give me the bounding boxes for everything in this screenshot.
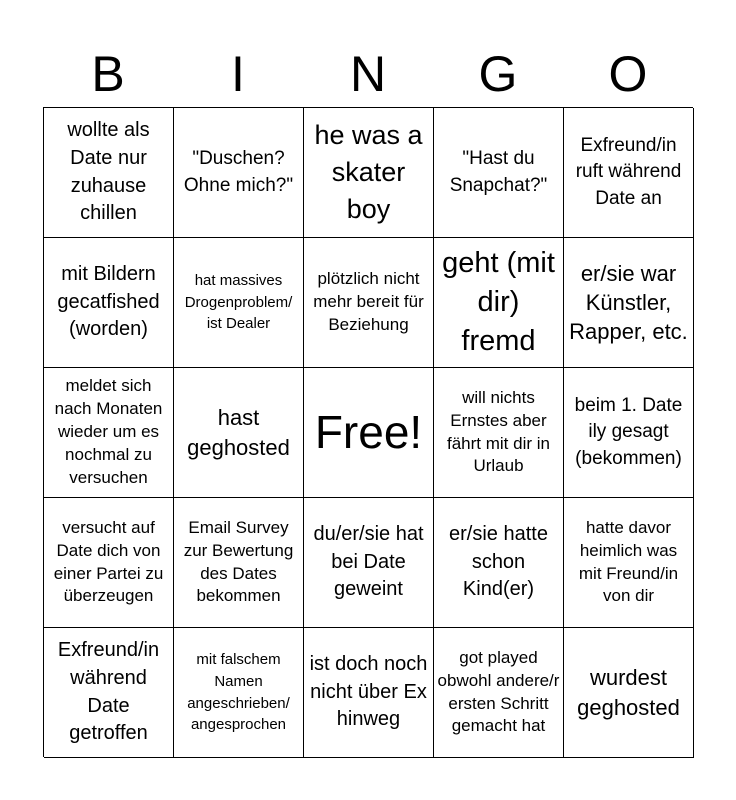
cell-text: Email Survey zur Bewertung des Dates bekommen: [183, 517, 294, 606]
bingo-cell[interactable]: [564, 368, 694, 498]
header-letter-g: G: [478, 46, 518, 102]
bingo-cell[interactable]: [304, 628, 434, 758]
bingo-cell[interactable]: [304, 108, 434, 238]
header-letter-o: O: [608, 46, 648, 102]
cell-text: hatte davor heimlich was mit Freund/in von dir: [578, 517, 679, 606]
cell-text: mit Bildern gecatfished (worden): [57, 263, 160, 341]
cell-text: "Duschen? Ohne mich?": [183, 147, 294, 196]
bingo-cell[interactable]: [44, 238, 174, 368]
cell-text: wurdest geghosted: [577, 665, 680, 720]
bingo-cell[interactable]: [564, 238, 694, 368]
cell-text: hat massives Drogenproblem/ ist Dealer: [184, 271, 293, 333]
cell-text: geht (mit dir) fremd: [442, 246, 555, 358]
cell-text: er/sie hatte schon Kind(er): [449, 523, 548, 601]
header-letter-n: N: [349, 46, 387, 102]
bingo-cell[interactable]: [434, 498, 564, 628]
bingo-cell[interactable]: [174, 238, 304, 368]
bingo-cell[interactable]: [174, 368, 304, 498]
bingo-cell[interactable]: [174, 108, 304, 238]
bingo-cell[interactable]: [434, 238, 564, 368]
bingo-cell[interactable]: [44, 368, 174, 498]
cell-text: will nichts Ernstes aber fährt mit dir in Urlaub: [447, 387, 550, 476]
cell-text: Exfreund/in während Date getroffen: [57, 639, 160, 745]
cell-text: wollte als Date nur zuhause chillen: [67, 119, 150, 225]
free-cell[interactable]: [304, 368, 434, 498]
cell-text: he was a skater boy: [314, 119, 423, 225]
bingo-cell[interactable]: [174, 628, 304, 758]
bingo-cell[interactable]: [564, 498, 694, 628]
cell-text: du/er/sie hat bei Date geweint: [313, 523, 424, 601]
bingo-cell[interactable]: [434, 628, 564, 758]
bingo-cell[interactable]: [434, 368, 564, 498]
cell-text: er/sie war Künstler, Rapper, etc.: [569, 260, 688, 345]
bingo-cell[interactable]: [564, 108, 694, 238]
header-letter-i: I: [231, 46, 245, 102]
bingo-header: [43, 44, 693, 104]
header-letter-b: B: [91, 46, 125, 102]
bingo-cell[interactable]: [434, 108, 564, 238]
cell-text: "Hast du Snapchat?": [449, 147, 548, 196]
cell-text: Exfreund/in ruft während Date an: [575, 134, 682, 209]
bingo-board: [43, 107, 693, 757]
bingo-cell[interactable]: [44, 498, 174, 628]
cell-text: meldet sich nach Monaten wieder um es nochmal zu versuchen: [54, 376, 163, 487]
bingo-cell[interactable]: [304, 498, 434, 628]
bingo-cell[interactable]: [44, 108, 174, 238]
cell-text: plötzlich nicht mehr bereit für Beziehung: [313, 269, 424, 334]
cell-text: beim 1. Date ily gesagt (bekommen): [574, 394, 683, 469]
bingo-cell[interactable]: [564, 628, 694, 758]
bingo-cell[interactable]: [44, 628, 174, 758]
bingo-cell[interactable]: [174, 498, 304, 628]
cell-text: mit falschem Namen angeschrieben/ angesprochen: [187, 651, 290, 734]
cell-text: versucht auf Date dich von einer Partei zu überzeugen: [53, 517, 164, 606]
cell-text: ist doch noch nicht über Ex hinweg: [309, 653, 428, 731]
cell-text: Free!: [314, 406, 423, 459]
cell-text: got played obwohl andere/r ersten Schritt gemacht hat: [437, 647, 560, 736]
bingo-cell[interactable]: [304, 238, 434, 368]
cell-text: hast geghosted: [187, 405, 290, 460]
